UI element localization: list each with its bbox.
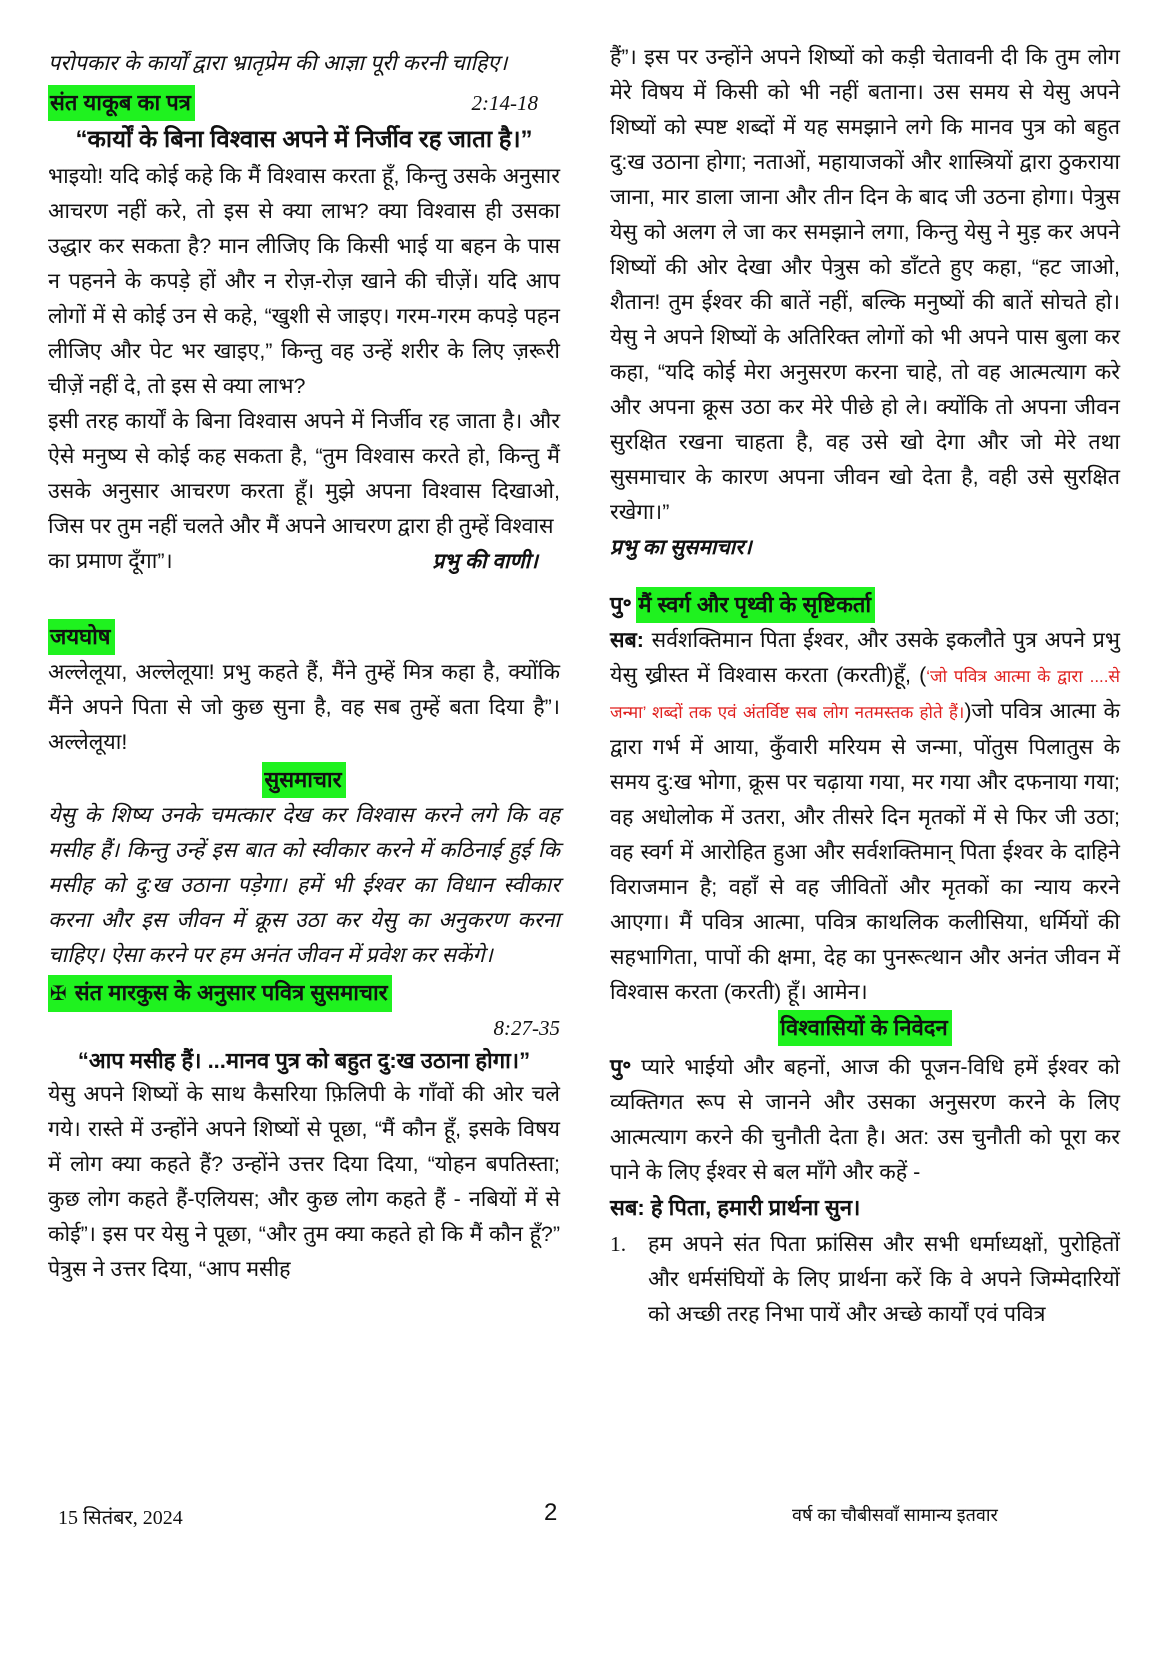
acclamation-text: अल्लेलूया, अल्लेलूया! प्रभु कहते हैं, मैंने तुम्हें मित्र कहा है, क्योंकि मैंने अपने पिता से जो कुछ सुना है, वह सब तुम्हें बता दिया है”। अल्लेलूया!	[48, 660, 560, 754]
gospel-text: येसु अपने शिष्यों के साथ कैसरिया फ़िलिपी के गाँवों की ओर चले गये। रास्ते में उन्होंने अपने शिष्यों से पूछा, “मैं कौन हूँ, इसके विषय में लोग क्या कहते हैं? उन्होंने उत्तर दिया दिया, “योहन बपतिस्ता; कुछ लोग कहते हैं-एलियस; और कुछ लोग कहते हैं - नबियों में से कोई”। इस पर येसु ने पूछा, “और तुम क्या कहते हो कि मैं कौन हूँ?” पेत्रुस ने उत्तर दिया, “आप मसीह	[48, 1082, 560, 1281]
footer-date: 15 सितंबर, 2024	[58, 1507, 183, 1529]
gospel-intro-header	[48, 762, 560, 798]
reading-closing-row	[48, 544, 560, 579]
gospel-intro-heading: सुसमाचार	[262, 762, 345, 798]
reading-header	[48, 83, 560, 123]
reading-reference: 2:14-18	[471, 90, 538, 115]
gospel-title: “आप मसीह हैं। ...मानव पुत्र को बहुत दु:ख उठाना होगा।”	[77, 1048, 531, 1073]
prayer-item	[610, 1227, 1120, 1332]
creed-rubric: ‘जो पवित्र आत्मा के द्वारा ....से जन्मा’ शब्दों तक एवं अंतर्विष्ट सब लोग नतमस्तक होते हैं।	[610, 667, 1120, 722]
creed-heading: मैं स्वर्ग और पृथ्वी के सृष्टिकर्ता	[636, 587, 875, 623]
right-column	[610, 40, 1120, 1332]
reading-paragraph-2: इसी तरह कार्यों के बिना विश्वास अपने में निर्जीव रह जाता है। और ऐसे मनुष्य से कोई कह सकता है, “तुम विश्वास करते हो, किन्तु मैं उसके अनुसार आचरण करता हूँ। मुझे अपना विश्वास दिखाओ, जिस पर तुम नहीं चलते और मैं अपने आचरण द्वारा ही तुम्हें विश्वास	[48, 409, 560, 538]
intro-text: परोपकार के कार्यों द्वारा भ्रातृप्रेम की आज्ञा पूरी करनी चाहिए।	[48, 51, 508, 75]
priest-label-2: पु॰	[610, 1055, 632, 1079]
footer-occasion: वर्ष का चौबीसवाँ सामान्य इतवार	[792, 1505, 998, 1525]
creed-open-paren: (	[919, 663, 927, 687]
creed-text	[610, 623, 1120, 1010]
prayer-item-number: 1.	[610, 1232, 627, 1256]
acclamation-heading: जयघोष	[48, 619, 115, 655]
gospel-reference: 8:27-35	[493, 1016, 560, 1040]
gospel-closing-row	[610, 530, 1120, 565]
reading-paragraph-1: भाइयो! यदि कोई कहे कि मैं विश्वास करता हूँ, किन्तु उसके अनुसार आचरण नहीं करे, तो इस से क्या लाभ? क्या विश्वास ही उसका उद्धार कर सकता है? मान लीजिए कि किसी भाई या बहन के पास न पहनने के कपड़े हों और न रोज़-रोज़ खाने की चीज़ें। यदि आप लोगों में से कोई उन से कहे, “खुशी से जाइए। गरम-गरम कपड़े पहन लीजिए और पेट भर खाइए,” किन्तु वह उन्हें शरीर के लिए ज़रूरी चीज़ें नहीं दे, तो इस से क्या लाभ?	[48, 164, 560, 398]
prayers-intro-text: प्यारे भाईयो और बहनों, आज की पूजन-विधि हमें ईश्वर को व्यक्तिगत रूप से जानने और उसका अनुसरण करने के लिए आत्मत्याग करने की चुनौती देता है। अत: उस चुनौती को पूरा कर पाने के लिए ईश्वर से बल माँगे और कहें -	[610, 1055, 1120, 1184]
acclamation-header	[48, 619, 560, 655]
gospel-intro-text: येसु के शिष्य उनके चमत्कार देख कर विश्वास करने लगे कि वह मसीह हैं। किन्तु उन्हें इस बात को स्वीकार करने में कठिनाई हुई कि मसीह को दु:ख उठाना पड़ेगा। हमें भी ईश्वर का विधान स्वीकार करना और इस जीवन में क्रूस उठा कर येसु का अनुकरण करना चाहिए। ऐसा करने पर हम अनंत जीवन में प्रवेश कर सकेंगे।	[48, 803, 560, 967]
prayers-heading: विश्वासियों के निवेदन	[778, 1010, 951, 1046]
prayers-response: सब: हे पिता, हमारी प्रार्थना सुन।	[610, 1195, 861, 1220]
all-label: सब:	[610, 628, 644, 652]
spacer	[48, 579, 560, 619]
reading-closing: प्रभु की वाणी।	[432, 550, 538, 573]
creed-text-2: )जो पवित्र आत्मा के द्वारा गर्भ में आया, कुँवारी मरियम से जन्मा, पोंतुस पिलातुस के समय दु:ख भोगा, क्रूस पर चढ़ाया गया, मर गया और दफनाया गया; वह अधोलोक में उतरा, और तीसरे दिन मृतकों में से फिर जी उठा; वह स्वर्ग में आरोहित हुआ और सर्वशक्तिमान् पिता ईश्वर के दाहिने विराजमान है; वहाँ से वह जीवितों और मृतकों का न्याय करने आएगा। मैं पवित्र आत्मा, पवित्र काथलिक कलीसिया, धर्मियों की सहभागिता, पापों की क्षमा, देह का पुनरूत्थान और अनंत जीवन में विश्वास करता (करती) हूँ। आमेन।	[610, 699, 1120, 1004]
creed-header	[610, 587, 1120, 623]
prayers-intro	[610, 1050, 1120, 1190]
creed-text-1: सर्वशक्तिमान पिता ईश्वर, और उसके इकलौते पुत्र अपने प्रभु येसु ख्रीस्त में विश्वास करता (करती)हूँ,	[610, 628, 1120, 687]
left-column	[48, 40, 560, 1287]
gospel-closing: प्रभु का सुसमाचार।	[610, 536, 752, 559]
maltese-cross-icon: ✠	[50, 983, 67, 1005]
gospel-heading-box	[48, 975, 392, 1012]
reading-paragraph-2-end: का प्रमाण दूँगा”।	[48, 549, 173, 573]
priest-label: पु॰	[610, 592, 632, 617]
prayer-item-text: हम अपने संत पिता फ्रांसिस और सभी धर्माध्यक्षों, पुरोहितों और धर्मसंघियों के लिए प्रार्थना करें कि वे अपने जिम्मेदारियों को अच्छी तरह निभा पायें और अच्छे कार्यों एवं पवित्र	[648, 1232, 1120, 1326]
reading-heading: संत याकूब का पत्र	[48, 85, 195, 121]
spacer	[610, 565, 1120, 587]
page-footer	[0, 1499, 1170, 1533]
gospel-reference-row	[48, 1016, 560, 1041]
gospel-header	[48, 975, 560, 1012]
page-number: 2	[544, 1499, 558, 1526]
reading-title: “कार्यों के बिना विश्वास अपने में निर्जीव रह जाता है।”	[75, 126, 533, 153]
gospel-continuation: हैं”। इस पर उन्होंने अपने शिष्यों को कड़ी चेतावनी दी कि तुम लोग मेरे विषय में किसी को भी नहीं बताना। उस समय से येसु अपने शिष्यों को स्पष्ट शब्दों में यह समझाने लगे कि मानव पुत्र को बहुत दु:ख उठाना होगा; नताओं, महायाजकों और शास्त्रियों द्वारा ठुकराया जाना, मार डाला जाना और तीन दिन के बाद जी उठना होगा। पेत्रुस येसु को अलग ले जा कर समझाने लगा, किन्तु येसु ने मुड़ कर अपने शिष्यों की ओर देखा और पेत्रुस को डाँटते हुए कहा, “हट जाओ, शैतान! तुम ईश्वर की बातें नहीं, बल्कि मनुष्यों की बातें सोचते हो। येसु ने अपने शिष्यों के अतिरिक्त लोगों को भी अपने पास बुला कर कहा, “यदि कोई मेरा अनुसरण करना चाहे, तो वह आत्मत्याग करे और अपना क्रूस उठा कर मेरे पीछे हो ले। क्योंकि तो अपना जीवन सुरक्षित रखना चाहता है, वह उसे खो देगा और जो मेरे तथा सुसमाचार के कारण अपना जीवन खो देता है, वही उसे सुरक्षित रखेगा।”	[610, 45, 1120, 524]
gospel-heading: संत मारकुस के अनुसार पवित्र सुसमाचार	[74, 980, 388, 1005]
prayers-header	[610, 1010, 1120, 1046]
